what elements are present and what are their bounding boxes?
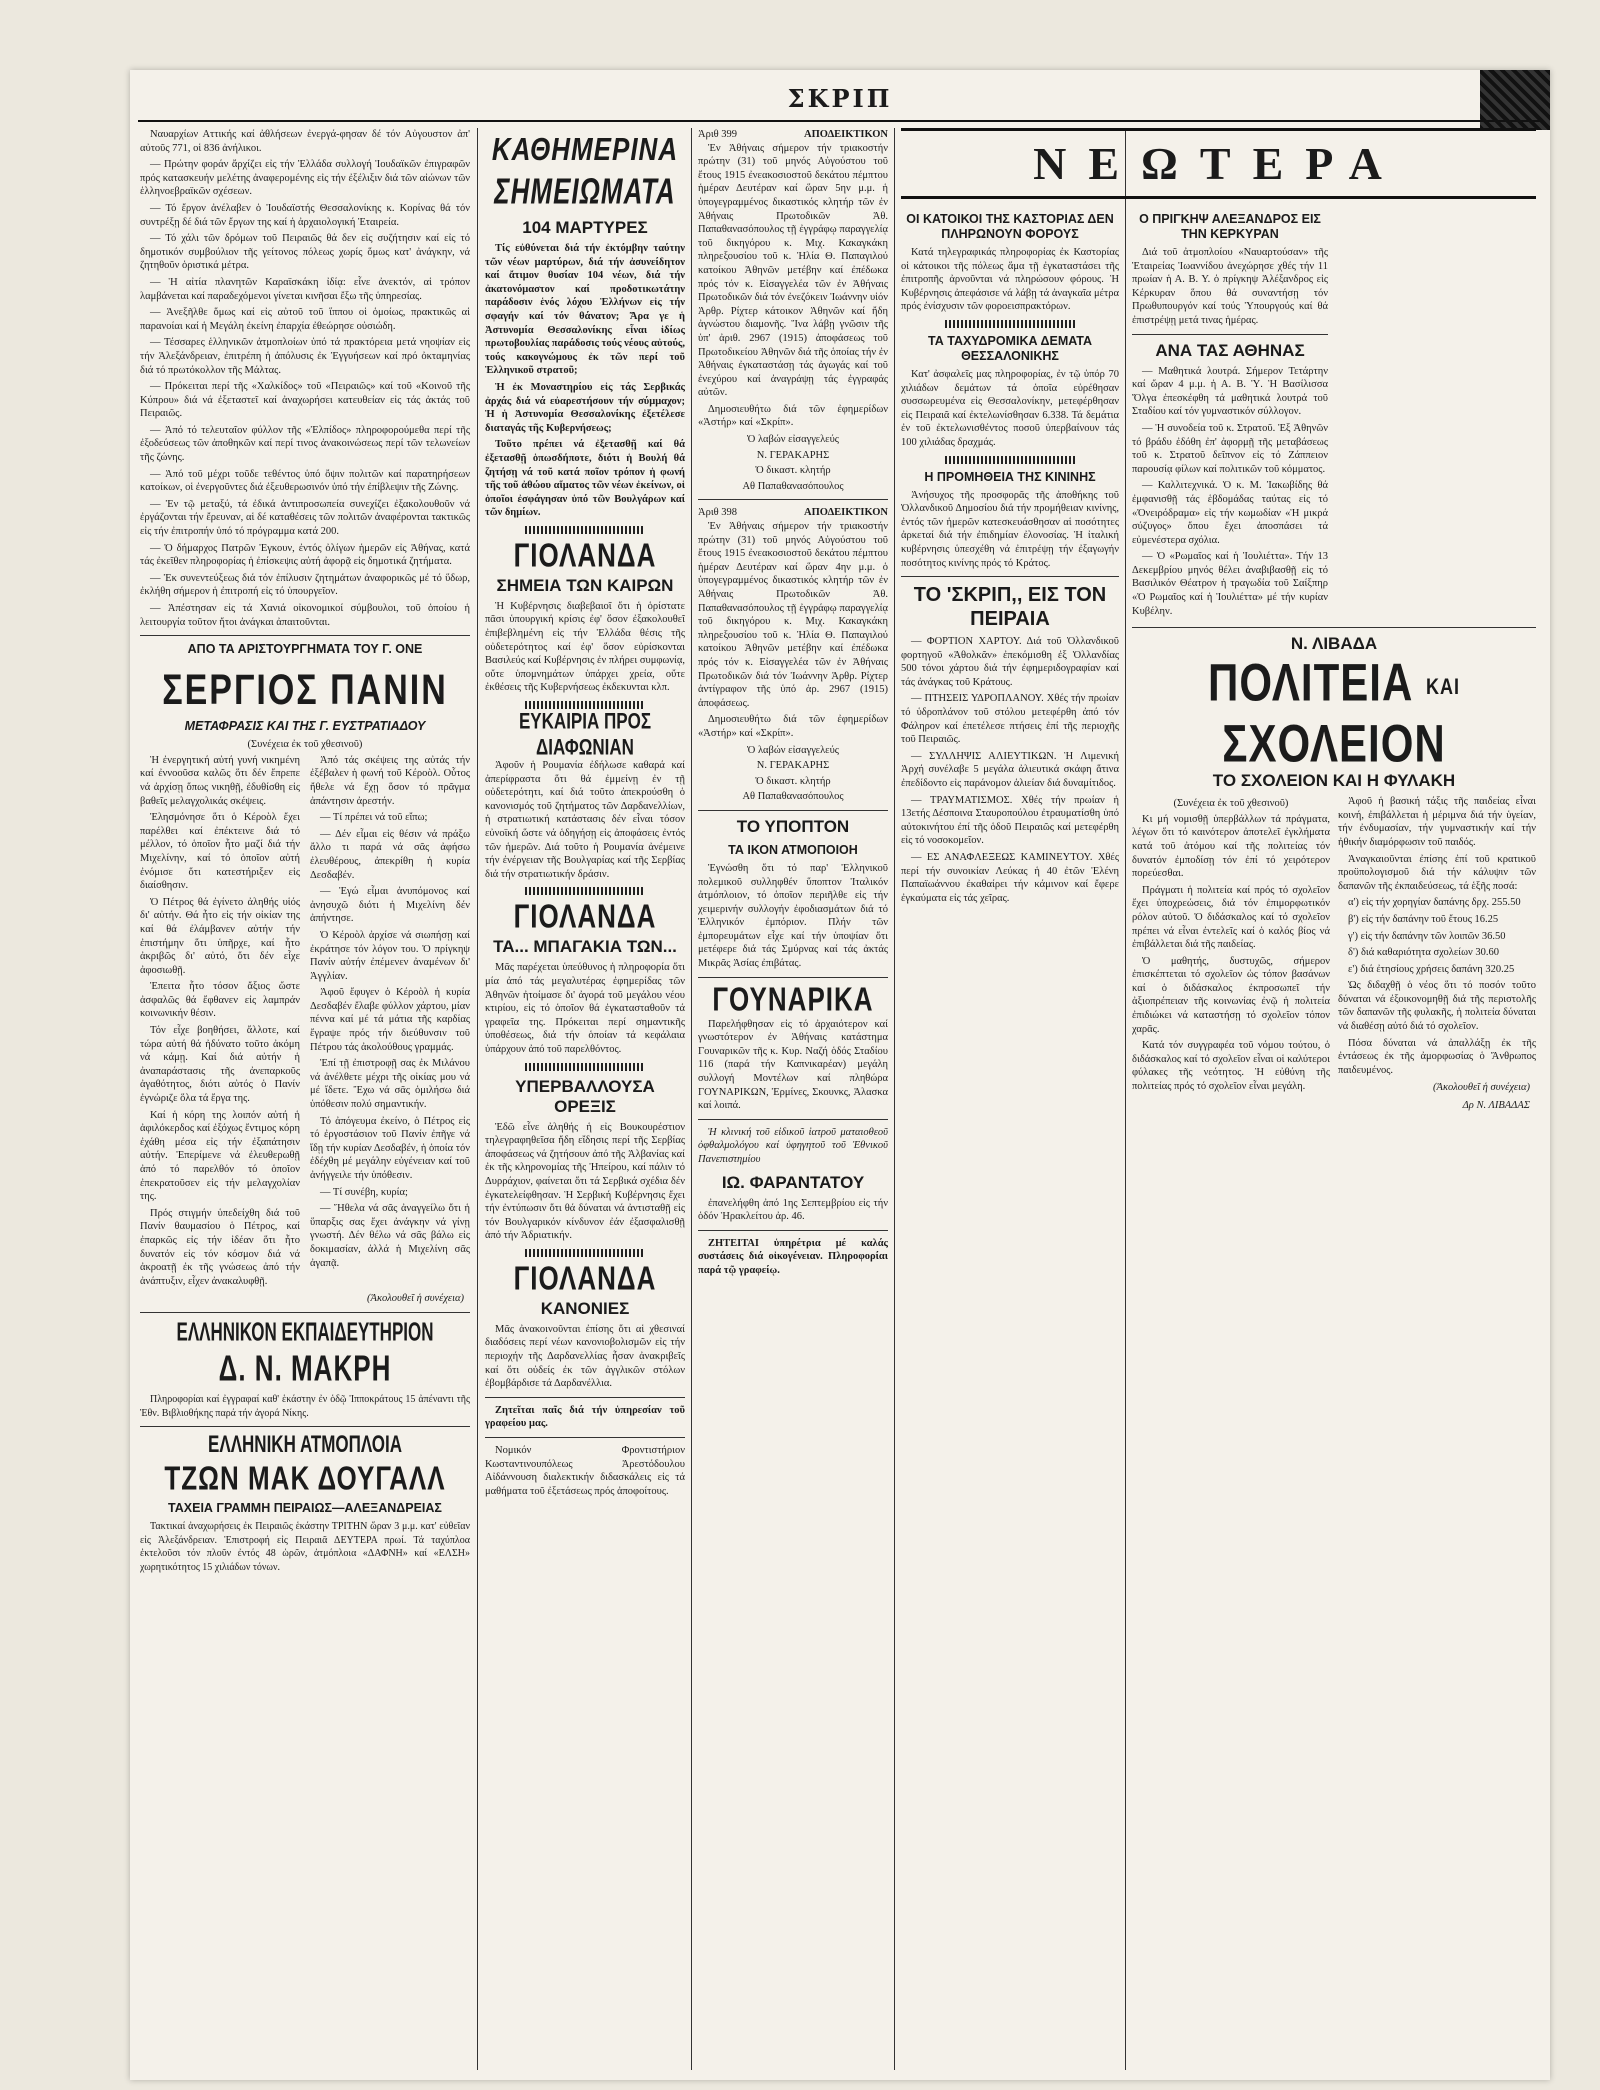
article-paragraph: — Καλλιτεχνικά. Ὁ κ. Μ. Ἰακωβίδης θά ἐμφανισθῇ τάς ἑβδομάδας ταύτας εἰς τό «Ὀνειρόδραμα» εἰς τήν κωμωδίαν «Ἡ μικρά σύζυγος» ὅπου ἔχει ἀποσπάσει τά εὐμενέστερα σχόλια.	[1132, 480, 1328, 546]
serial-paragraph: Ἡ ἐνεργητική αὐτή γυνή νικημένη καί ἐννοοῦσα καλῶς ὅτι δέν ἔπρεπε νά ἀρχίσῃ ὅπως νικηθῇ, ἐδυθίσθη εἰς βαθεῖς μελαγχολικάς σκέψεις.	[140, 754, 300, 807]
column-5-narrow	[1132, 206, 1328, 621]
article-paragraph: — ΣΥΛΛΗΨΙΣ ΑΛΙΕΥΤΙΚΩΝ. Ἡ Λιμενική Ἀρχή συνέλαβε 5 μεγάλα ἀλιευτικά σκάφη ἅτινα ἐπεδίδοντο εἰς παράνομον ἁλιείαν διά δυναμίτιδος.	[901, 750, 1119, 790]
announcement: Ἡ κλινική τοῦ εἰδικοῦ ἰατροῦ ματαιοθεοῦ ὀφθαλμολόγου καί ὑφηγητοῦ τοῦ Ἐθνικοῦ Πανεπιστημίου	[698, 1126, 888, 1165]
top-rule	[138, 120, 1542, 122]
article-paragraph: — ΤΡΑΥΜΑΤΙΣΜΟΣ. Χθές τήν πρωίαν ἡ 13ετής Δέσποινα Σταυροπούλου ἐτραυματίσθη ὑπό αὐτοκινήτου ἐπί τῆς ὁδοῦ Πειραιῶς καί μετεφέρθη εἰς τό νοσοκομεῖον.	[901, 794, 1119, 847]
serial-paragraph: Ὁ Κέροὸλ ἀρχίσε νά σιωπήσῃ καί ἐκράτησε τόν λόγον του. Ὁ πρίγκηψ Πανίν αὐτήν ἐπέμενεν ἀναμένων δι' Ἀγγλίαν.	[310, 929, 470, 982]
news-paragraph: — Τέσσαρες ἑλληνικῶν ἀτμοπλοίων ὑπό τά πρακτόρεια μετά νηοψίαν εἰς τήν Ἀλεξάνδρειαν, ἐπιτρέπη ἡ ἀπόλυσις ἐκ Ἐγγυήσεων καί πρό ὀκταμηνίας διά τό πρωτόκολλον τῆς Μάλτας.	[140, 337, 470, 376]
article-paragraph: Ἀναγκαιοῦνται ἐπίσης ἐπί τοῦ κρατικοῦ προϋπολογισμοῦ διά τήν κάλυψιν τῶν δαπανῶν τῆς ἐκπαιδεύσεως, τά ἑξῆς ποσά:	[1338, 853, 1536, 892]
politeia-subtitle: ΤΟ ΣΧΟΛΕΙΟΝ ΚΑΙ Η ΦΥΛΑΚΗ	[1212, 771, 1456, 791]
ad-furs-title: ΓΟΥΝΑΡΙΚΑ	[712, 979, 874, 1019]
budget-line: γ') εἰς τήν δαπάνην τῶν λοιπῶν 36.50	[1348, 930, 1506, 942]
section-heading: ΕΥΚΑΙΡΙΑ ΠΡΟΣ ΔΙΑΦΩΝΙΑΝ	[518, 709, 652, 760]
article-paragraph: Πόσα δύναται νά ἀπαλλάξῃ ἐκ τῆς ἐντάσεως ἐκ τῆς ἀμορφωσίας ὁ Ἄνθρωπος παιδευμένος.	[1338, 1037, 1536, 1076]
article-subtitle: 104 ΜΑΡΤΥΡΕΣ	[522, 218, 648, 237]
section-subheading: ΤΑ... ΜΠΑΓΑΚΙΑ ΤΩΝ...	[493, 937, 677, 957]
politeia-signature: Δρ Ν. ΛΙΒΑΔΑΣ	[1462, 1100, 1530, 1112]
serial-paragraph: — Ἤθελα νά σᾶς ἀναγγείλω ὅτι ἡ ὕπαρξις σας ἔχει ἀνάγκην νά γίνῃ γνωστή. Δέν θέλω νά σᾶς βάλω εἰς δοκιμασίαν, ἀλλά ἡ Μιχελίνη σᾶς ἀγαπᾷ.	[310, 1203, 470, 1269]
notice-number: Ἀριθ 399	[698, 129, 738, 140]
notice-signature: Ὁ δικαστ. κλητήρ	[755, 775, 831, 787]
article-paragraph: Πράγματι ἡ πολιτεία καί πρός τό σχολεῖον ἔχει ὑποχρεώσεις, διά τόν ἐπιμορφωτικόν ρόλον αὐτοῦ. Ὁ διδάσκαλος καί τό σχολεῖον πρέπει νά εἶναι ἐντελεῖς καί ὁ καλός βίος νά ἐπιβάλλεται διά τῆς παιδείας.	[1132, 884, 1330, 951]
serial-paragraph: Τόν εἶχε βοηθήσει, ἄλλοτε, καί τώρα αὐτή θά ἠδύνατο τοῦτο ἀκόμη νά κάμῃ. Καί διά αὐτήν ἡ ἀναπαράστασις τῆς ἀνεπαρκοῦς ἀγαθότητος, διότι αὐτός ὁ Πανίν ἐγνώριζε ὅλα τά ἔργα της.	[140, 1025, 300, 1105]
article-paragraph: Ἡ Κυβέρνησις διαβεβαιοῖ ὅτι ἡ ὁρίστατε πᾶσι ὑπουργική κρίσις ἐφ' ὅσον ἐξακολουθεῖ ἐπιβεβλημένη εἰς τήν Ἑλλάδα θέσις τῆς οὐδετερότητος καί ἐφ' ὅσον εὐρίσκονται Βασιλεύς καί Κυβέρνησις ἐν πλήρει συμφωνίᾳ, οὔτε ὑπομνημάτων ὑπάρχει χρεία, οὔτε ἐκθέσεις τῆς Κυβερνήσεως ἐκδεκυνται κλπ.	[485, 600, 685, 694]
news-paragraph: — Ἐν τῷ μεταξύ, τά ἐδικά ἀντιπροσωπεία συνεχίζει ἐξακολουθοῦν νά ἐργάζονται τήν ἔρευναν, αἱ δέ καταθέσεις τῶν πολιτῶν ἀναφέρονται τακτικῶς εἰς τήν ἐπιτροπήν ὑπό τό πρόγραμμα κατά 200.	[140, 498, 470, 538]
article-paragraph: — ΦΟΡΤΙΟΝ ΧΑΡΤΟΥ. Διά τοῦ Ὁλλανδικοῦ φορτηγοῦ «Ἀθολκᾶν» ἐπεκόμισθη ἐξ Ὁλλανδίας 500 τόνοι χάρτου διά τήν ἐφημεριδογραφίαν καί τάς ἀνάγκας τοῦ Κράτους.	[901, 636, 1119, 688]
section-rule	[140, 635, 470, 636]
politeia-body	[1132, 795, 1536, 1116]
serial-paragraph: Πρός στιγμήν ὑπεδείχθη διά τοῦ Πανίν θαυμασίου ὁ Πέτρος, καί ἐπαρκῶς εἰς τήν ἰδέαν ὅτι ἦτο δυνατόν εἰς τόν κόσμον διά νά ἀκροατῇ ἐκ τῆς γνώσεως ἀπό τήν ἀνάπτυξιν, εἶχεν ἀνακαλυφθῇ.	[140, 1207, 300, 1287]
column-title: ΣΗΜΕΙΩΜΑΤΑ	[494, 170, 676, 212]
section-heading: Η ΠΡΟΜΗΘΕΙΑ ΤΗΣ ΚΙΝΙΝΗΣ	[924, 469, 1096, 484]
budget-line: ε') διά ἐτησίους χρήσεις δαπάνη 320.25	[1348, 963, 1515, 975]
section-rule	[901, 576, 1119, 577]
section-heading: ΓΙΟΛΑΝΔΑ	[513, 896, 657, 936]
ad-school-title: ΕΛΛΗΝΙΚΟΝ ΕΚΠΑΙΔΕΥΤΗΡΙΟΝ	[176, 1317, 434, 1347]
news-paragraph: — Ἀπό τοῦ μέχρι τοῦδε τεθέντος ὑπό ὄψιν πολιτῶν καί παρατηρήσεων κατοίκων, οἱ ἐνεργοῦντες διά ἐξευθερωσινόν ὑπό τήν ἐπίβλεψιν τῆς Ζώνης.	[140, 468, 470, 494]
classified-ad: Νομικόν Φροντιστήριον Κωσταντινουπόλεως Ἀρεστόδουλου Αἰδάννουση διαλεκτικήν διδασκάλεις εἰς τά μαθήματα τοῦ ἐξετάσεως πρός ἀποφοίτους.	[485, 1445, 685, 1497]
column-kicker: ΚΑΘΗΜΕΡΙΝΑ	[491, 131, 679, 167]
serial-paragraph: Τό ἀπόγευμα ἐκείνο, ὁ Πέτρος εἰς τό ἐργοστάσιον τοῦ Πανίν ἐπῆγε νά ἴδῃ τήν κυρίαν Δεσδαβέν, ἡ ὁποία τόν ἐδέχθη μέ μεγάλην εὐγένειαν καί τοῦ ἀνήγγειλε τήν ὑπόθεσιν.	[310, 1115, 470, 1181]
section-rule	[1132, 627, 1536, 628]
announcement: ἐπανελήφθη ἀπό 1ης Σεπτεμβρίου εἰς τήν ὁδόν Ἡρακλείτου ἀρ. 46.	[698, 1197, 888, 1223]
column-2	[485, 128, 685, 2070]
section-rule	[698, 977, 888, 978]
politeia-title	[1132, 654, 1536, 773]
section-heading: ΑΝΑ ΤΑΣ ΑΘΗΝΑΣ	[1155, 340, 1305, 360]
section-heading: ΟΙ ΚΑΤΟΙΚΟΙ ΤΗΣ ΚΑΣΤΟΡΙΑΣ ΔΕΝ ΠΛΗΡΩΝΟΥΝ ΦΟΡΟΥΣ	[906, 212, 1114, 241]
notice-title: ΑΠΟΔΕΙΚΤΙΚΟΝ	[804, 129, 888, 140]
article-paragraph: Κι μή νομισθῇ ὑπερβάλλων τά πράγματα, λέγων ὅτι τό καινότερον ἀποτελεῖ ἐγκλήματα κατά τοῦ ἀτόμου καί τῆς πολιτείας τόν δυνατόν ἐμποδίσῃ τόν ἐπί τό χειρότερον πορεύεσθαι.	[1132, 813, 1330, 880]
article-paragraph: Ἐγνώσθη ὅτι τό παρ' Ἑλληνικοῦ πολεμικοῦ συλληφθέν ὕποπτον Ἰταλικόν ἀτμόπλοιον, τό ὁποῖον περιῆλθε εἰς τήν χειμερινήν συλλογήν ἐφοδιασμάτων διά τό Ἑλληνικόν ἐμπόριον. Πλήν τῶν ἐμπορευμάτων εἶχε καί τήν ὑποψίαν ὅτι μετέφερε διά τάς Σμύρνας καί τάς ἀκτάς Μικρᾶς Ἀσίας ἐπιβάτας.	[698, 862, 888, 970]
article-paragraph: Μᾶς ἀνακοινοῦνται ἐπίσης ὅτι αἱ χθεσιναί διαδόσεις περί νέων κανονιοβολισμῶν εἰς τήν περιοχήν τῆς Δαρδανελλίας ἦσαν ἀνακριβεῖς καί ὅτι οὐδείς ἐκ τῶν ἀγγλικῶν στόλων ἐβομβάρδισε τά Δαρδανέλλια.	[485, 1323, 685, 1390]
article-paragraph: — ΕΣ ΑΝΑΦΛΕΞΕΩΣ ΚΑΜΙΝΕΥΤΟΥ. Χθές περί τήν συνοικίαν Λεύκας ἡ 40 ἐτῶν Ἑλένη Παπαϊωάννου ἐκαθαίρει τήν κάμινον καί ἔφερε ἐγκαύματα εἰς τάς χεῖρας.	[901, 852, 1119, 904]
notice-signature: Ὁ δικαστ. κλητήρ	[755, 465, 831, 477]
notice-number: Ἀριθ 398	[698, 507, 738, 519]
article-byline: Ν. ΛΙΒΑΔΑ	[1290, 634, 1378, 654]
section-subheading: ΤΑ ΙΚΟΝ ΑΤΜΟΠΟΙΟΗ	[728, 842, 858, 857]
article-paragraph: — ΠΤΗΣΕΙΣ ΥΔΡΟΠΛΑΝΟΥ. Χθές τήν πρωίαν τό ὑδροπλάνον τοῦ στόλου μετεφέρθη ἀπό τόν Φάληρον καί ἐπετέλεσε πτήσεις ἐπί τῆς περιοχῆς τοῦ Πειραιῶς.	[901, 693, 1119, 746]
serial-paragraph: — Τί πρέπει νά τοῦ εἴπω;	[320, 812, 428, 824]
article-paragraph: Κατ' ἀσφαλεῖς μας πληροφορίας, ἐν τῷ ὑπόρ 70 χιλιάδων δεμάτων τά ὁποῖα εὑρέθησαν συσσωρευμένα εἰς Θεσσαλονίκην, μετεφέρθησαν εἰς Πειραιᾶ καί ἐκτελωνίσθησαν 6.338. Τά δεμάτια ἐν τοῦ ἐκτελωνισθέντος ποσοῦ ὑπερβαίνουν τάς 100 χιλιάδας δραχμάς.	[901, 368, 1119, 448]
article-paragraph: Διά τοῦ ἀτμοπλοίου «Ναυαρτούσαν» τῆς Ἑταιρείας Ἰωαννίδου ἀνεχώρησε χθές τήν 11 πρωίαν ἡ Α. Β. Υ. ὁ πρίγκηψ Ἀλέξανδρος εἰς Κέρκυραν ὅπου θά συναντήσῃ τόν Πρωθυπουργόν καί τούς Ὑπουργούς καί θά ἐπιστρέψῃ μετά τινας ἡμέρας.	[1132, 247, 1328, 326]
article-paragraph: Κατά τόν συγγραφέα τοῦ νόμου τούτου, ὁ διδάσκαλος καί τό σχολεῖον εἶναι οἱ καλύτεροι φύλακες τῆς νεότητος. Ἡ εὐθύνη τῆς πολιτείας πρός τό σχολεῖον εἶναι μεγάλη.	[1132, 1040, 1330, 1093]
classified-ad: Ζητεῖται παῖς διά τήν ὑπηρεσίαν τοῦ γραφείου μας.	[485, 1404, 685, 1430]
serial-paragraph: Καί ἡ κόρη της λοιπόν αὐτή ἡ ἀφιλόκερδος καί ἐξόχως ἔντιμος κόρη ἐχάθη μέσα εἰς τήν ἐξαπάτησιν αὐτήν. Ἐπερίμενε νά ἐλευθερωθῇ ἀπό τό παρελθόν τό ὁποῖον ἐπεκρατοῦσεν εἰς τήν μελαγχολίαν της.	[140, 1109, 300, 1203]
serial-body	[140, 754, 470, 1289]
article-paragraph: Ἀνήσυχος τῆς προσφορᾶς τῆς ἀποθήκης τοῦ Ὁλλανδικοῦ Δημοσίου διά τήν προμήθειαν κινίνης, ἐντός τῶν ἡμερῶν κατεσκευάσθησαν αἱ ποσότητες ἀρκεταί διά τήν ἐπιδημίαν ἐλονοσίας. Ἡ ἰταλική κυβέρνησις ὑπεσχέθη νά ἐπιτρέψῃ τήν ἐξαγωγήν ποσότητος κινίνης πρός τό Κράτος.	[901, 489, 1119, 569]
section-rule	[140, 1312, 470, 1313]
article-lead: Τίς εὐθύνεται διά τήν ἐκτόμβην ταύτην τῶν νέων μαρτύρων, διά τήν ἀσυνείδητον καί ἄτιμον θυσίαν 104 νέων, διά τήν ἀκατονόμαστον καί προδοτικωτάτην παράδοσιν ἑνός λόχου Ἑλλήνων εἰς τήν σφαγήν καί τόν θάνατον; Ἄρα γε ἡ Ἀστυνομία Θεσσαλονίκης εἶναι ἰδίως πρωτοβουλίας παράδοσις τούς νέους αὐτούς, τούς κακογνώμους ἐκ τῶν περί τοῦ Ἑλληνικοῦ στρατοῦ;	[485, 243, 685, 377]
notice-signature: Ὁ λαβών εἰσαγγελεύς	[747, 434, 839, 446]
section-rule	[698, 810, 888, 811]
section-rule	[485, 1437, 685, 1438]
serial-continued: (Συνέχεια ἐκ τοῦ χθεσινοῦ)	[247, 739, 363, 751]
serial-byline: ΜΕΤΑΦΡΑΣΙΣ ΚΑΙ ΤΗΣ Γ. ΕΥΣΤΡΑΤΙΑΔΟΥ	[184, 719, 426, 734]
notice-header	[698, 506, 888, 520]
news-paragraph: — Ὁ δήμαρχος Πατρῶν Ἐγκουν, ἐντός ὀλίγων ἡμερῶν εἰς Ἀθήνας, κατά τάς ἐκεῖθεν πληροφορίας ἡ ἐπίσκεψις αὐτή ἀφορᾷ εἰς δημοτικά ζητήματα.	[140, 542, 470, 568]
notice-text: Ἐν Ἀθήναις σήμερον τήν τριακοστήν πρώτην (31) τοῦ μηνός Αὐγούστου τοῦ ἔτους 1915 ἐνεακοσιοστοῦ δεκάτου πέμπτου ἡμέραν Δευτέραν καί ὥραν 5ην μ.μ. ἡ ὑπογεγραμμένος δικαστικός κλητήρ τῶν ἐν Ἀθήναις Πρωτοδικῶν Ἀθ. Παπαθανασόπουλος τῇ ἐγγράφῳ παραγγελίᾳ τοῦ δικηγόρου κ. Μιχ. Κακαγκάκη πληρεξουσίου τοῦ κ. Ἠλία Θ. Παπαγιλού κατοίκου Ἀθηνῶν μετέβην καί ἐπέδωκα πρός τόν κ. Εἰσαγγελέα τῶν ἐν Ἀθήναις Πρωτοδικῶν διά τόν ἐνεζόκειν Ἰωάννην υἱόν Ἀρθρ. Ρίχτερ κάτοικον Ἀθηνῶν καί ἤδη ἀγνώστου διαμονῆς. Ἵνα λάβῃ γνῶσιν τῆς ὑπ' ἀριθ. 2967 (1915) ἀποφάσεως τοῦ Πρωτοδικείου Ἀθηνῶν διά τῆς ὁποίας τήν ἐν Ἀθήναις ἐγκαταστάσῃ τάς ἀγωγάς καί τοῦ ἐνεχύρου καί ἀναγράψῃ τάς ἐγγραφάς αὐτῶν.	[698, 142, 888, 399]
serial-paragraph: Ἐπί τῇ ἐπιστροφῇ σας ἐκ Μιλάνου νά ἀνέλθετε μέχρι τῆς οἰκίας μου νά μέ ἴδετε. Ἔχω νά σᾶς ὁμιλήσω διά ὑπόθεσιν πολύ σημαντικήν.	[310, 1058, 470, 1111]
article-paragraph: Ὡς διδαχθῇ ὁ νέος ὅτι τό ποσόν τοῦτο δύναται νά ἐξοικονομηθῇ διά τῆς περιστολῆς τῶν δαπανῶν τῆς φυλακῆς, ἡ πολιτεία δύναται νά διαθέσῃ αὐτό διά τό σχολεῖον.	[1338, 980, 1536, 1033]
serial-paragraph: Ἐλησμόνησε ὅτι ὁ Κέροὸλ ἔχει παρέλθει καί ἐπέκτεινε διά τό μέλλον, τό ὁποῖον ἦτο μαζί διά τήν Μιχελίνην, καί τό ὁποῖον αὐτή ἐνόμισε ὅτι κατεστήριξεν εἰς διαίσθησιν.	[140, 812, 300, 892]
notice-footer: Δημοσιευθήτω διά τῶν ἐφημερίδων «Ἀστήρ» καί «Σκρίπ».	[698, 403, 888, 429]
article-paragraph: — Ὁ «Ρωμαῖος καί ἡ Ἰουλιέττα». Τήν 13 Δεκεμβρίου μηνός θέλει ἀναβιβασθῇ εἰς τό Βασιλικόν Θέατρον ἡ τραγωδία τοῦ Σαίξπηρ «Ὁ Ρωμαῖος καί ἡ Ἰουλιέττα» μέ τήν κυρίαν Κυβέλην.	[1132, 551, 1328, 617]
ad-school-name: Δ. Ν. ΜΑΚΡΗ	[218, 1346, 392, 1389]
section-heading: ΤΟ 'ΣΚΡΙΠ,, ΕΙΣ ΤΟΝ ΠΕΙΡΑΙΑ	[913, 584, 1107, 631]
article-paragraph: Ἐδῶ εἶνε ἀληθής ἡ εἰς Βουκουρέστιον τηλεγραφηθεῖσα ἤδη εἴδησις περί τῆς Σερβίας ἀποφάσεως νά ζητήσουν ἀπό τῆς Ἀλβανίας καί ἐκ τῆς κληρονομίας τῆς Ἠπείρου, καί πάλιν τό Δυρράχιον, φαίνεται ὅτι τά Σερβικά σχέδια δέν ἐγκατελείφθησαν. Ἡ Σερβική Κυβέρνησις ἔχει τήν ἐντύπωσιν ὅτι θά δύναται νά ἀντισταθῇ εἰς τόν Βουλγαρικόν κίνδυνον ἐάν ἐξασφαλισθῇ ἀπό τήν Ἀδριατικήν.	[485, 1121, 685, 1242]
news-paragraph: — Πρώτην φοράν ἄρχίζει εἰς τήν Ἑλλάδα συλλογή Ἰουδαϊκῶν ἐπιγραφῶν πρός κατασκευήν μελέτης ἀναφερομένης εἰς τήν ἐξέλιξιν διά τῶν αἰώνων τῶν ἑλληνοεβραϊκῶν σχέσεων.	[140, 159, 470, 198]
notice-signature: Αθ Παπαθανασόπουλος	[742, 480, 844, 492]
serial-paragraph: — Τί συνέβη, κυρία;	[320, 1186, 408, 1198]
serial-paragraph: — Δέν εἶμαι εἰς θέσιν νά πράξω ἄλλο τι παρά νά σᾶς ἀφήσω ἐλευθέρους, ἀπεκρίθη ἡ κυρία Δεσδαβέν.	[310, 828, 470, 881]
column-4	[901, 206, 1119, 2070]
news-paragraph: — Τό χάλι τῶν δρόμων τοῦ Πειραιῶς θά δεν εἰς συζήτησιν καί εἰς τό δημοτικόν συμβούλιον τῆς γείτονος πόλεως χωρίς ὅμως κατ' ἀνάγκην, νά ζητηθοῦν ὁριστικά μέτρα.	[140, 233, 470, 272]
article-paragraph: — Μαθητικά λουτρά. Σήμερον Τετάρτην καί ὥραν 4 μ.μ. ἡ Α. Β. Ὑ. Ἡ Βασίλισσα Ὄλγα ἐπεσκέφθη τά μαθητικά λουτρά τοῦ Σταδίου καί τόν γυμναστικόν σύλλογον.	[1132, 365, 1328, 418]
column-divider	[894, 128, 895, 2070]
budget-line: δ') διά καθαριότητα σχολείων 30.60	[1348, 947, 1500, 959]
section-rule	[698, 1119, 888, 1120]
budget-line: α') εἰς τήν χορηγίαν δαπάνης δρχ. 255.50	[1348, 897, 1521, 909]
section-rule	[140, 1426, 470, 1427]
serial-end: (Ἀκολουθεῖ ἡ συνέχεια)	[367, 1293, 464, 1305]
section-heading: ΤΑ ΤΑΧΥΔΡΟΜΙΚΑ ΔΕΜΑΤΑ ΘΕΣΣΑΛΟΝΙΚΗΣ	[928, 333, 1092, 363]
ad-shipping-title: ΕΛΛΗΝΙΚΗ ΑΤΜΟΠΛΟΙΑ	[208, 1431, 402, 1458]
news-paragraph: — Τό ἔργον ἀνέλαβεν ὁ Ἰουδαϊστής Θεσσαλονίκης κ. Κορίνας θά τόν συντρέξῃ δέ διά τῶν ἔργων της καί ἡ ἀρχαιολογική Ἑταιρεία.	[140, 202, 470, 228]
serial-paragraph: Ἀπό τάς σκέψεις της αὐτάς τήν ἐξέβαλεν ἡ φωνή τοῦ Κέροὸλ. Οὗτος ἤθελε νά ἔχῃ ὅσον τό πρᾶγμα ἀπάντησιν ἀρεστήν.	[310, 754, 470, 807]
decorative-separator	[525, 1249, 645, 1257]
article-paragraph: Ἡ ἐκ Μοναστηρίου εἰς τάς Σερβικάς ἀρχάς διά νά εὐαρεστήσουν τήν σύμμαχον; Ἡ ἡ Ἀστυνομία Θεσσαλονίκης ἐξετέλεσε διαταγάς τῆς Κυβερνήσεως;	[485, 381, 685, 434]
serial-paragraph: Ἐπειτα ἦτο τόσον ἄξιος ὥστε ἀσφαλῶς θά ἔφθανεν εἰς λαμπράν κοινωνικήν θέσιν.	[140, 981, 300, 1020]
serial-kicker: ΑΠΟ ΤΑ ΑΡΙΣΤΟΥΡΓΗΜΑΤΑ ΤΟΥ Γ. ΟΝΕ	[187, 642, 423, 657]
section-heading: Ο ΠΡΙΓΚΗΨ ΑΛΕΞΑΝΔΡΟΣ ΕΙΣ ΤΗΝ ΚΕΡΚΥΡΑΝ	[1139, 212, 1321, 241]
news-paragraph: — Ἀπό τό τελευταῖον φύλλον τῆς «Ἐλπίδος» πληροφορούμεθα περί τῆς ἐξοδεύσεως τῶν ἀποθηκῶν καί περί τινος ἀνακοινώσεως περί τῶν τελωνείων τῆς ζώνης.	[140, 424, 470, 464]
column-3	[698, 128, 888, 2070]
article-paragraph: Κατά τηλεγραφικάς πληροφορίας ἐκ Καστορίας οἱ κάτοικοι τῆς πόλεως ἅμα τῇ ἐγκαταστάσει τῆς ἐπιτροπῆς ἀρνοῦνται νά πληρώσουν φόρους. Ἡ Κυβέρνησις ἀπεφάσισε νά λάβῃ τά ἀναγκαῖα μέτρα πρός ἐνίσχυσιν τῶν φοροεισπρακτόρων.	[901, 247, 1119, 313]
notice-signature: Ν. ΓΕΡΑΚΑΡΗΣ	[756, 449, 830, 461]
article-paragraph: Τοῦτο πρέπει νά ἐξετασθῇ καί θά ἐξετασθῇ ὁπωσδήποτε, διότι ἡ Βουλή θά ζητήσῃ νά τοῦ κατά ποῖον τρόπον ἡ φωνή τῆς τοῦ ἀθώου αἵματος τῶν νέων ἐκείνων, οἱ ὁποῖοι ἐσφάγησαν ὑπό τῶν Βουλγάρων καί τῶν δημίων.	[485, 439, 685, 519]
serial-paragraph: Ἀφοῦ ἔφυγεν ὁ Κέροὸλ ἡ κυρία Δεσδαβέν ἔλαβε φύλλον χάρτου, μίαν πέννα καί μέ τά μάτια τῆς καρδίας ἔγραψε πρός τήν διεύθυνσιν τοῦ Πέτρου τάς ἀκολούθους γραμμάς.	[310, 987, 470, 1053]
news-paragraph: Ναυαρχίων Αττικής καί ἀθλήσεων ἐνεργά-φησαν δέ τόν Αὐγουστον ἀπ' αὐτοῦς 771, οἱ 836 ἀνήλικοι.	[140, 129, 470, 154]
section-subheading: ΣΗΜΕΙΑ ΤΩΝ ΚΑΙΡΩΝ	[496, 575, 674, 595]
decorative-separator	[525, 526, 645, 534]
neotera-banner: ΝΕΩΤΕΡΑ	[901, 128, 1536, 199]
politeia-continued: (Συνέχεια ἐκ τοῦ χθεσινοῦ)	[1173, 798, 1289, 810]
doctor-name: ΙΩ. ΦΑΡΑΝΤΑΤΟΥ	[721, 1172, 865, 1192]
serial-paragraph: Ὁ Πέτρος θά ἐγίνετο ἀληθής υἱός δι' αὐτήν. Θά ἦτο εἰς τήν οἰκίαν της καί θά ἐλάμβανεν αὐτήν τήν ἐπιστήμην ὅτι ὑπῆρχε, καί ἦτο ἀκριβῶς δι' αὐτό, ὅτι δέν εἶχε ἀφοσιωθῇ.	[140, 896, 300, 976]
politeia-title-part: ΣΧΟΛΕΙΟΝ	[1222, 714, 1446, 774]
section-heading: ΤΟ ΥΠΟΠΤΟΝ	[736, 816, 850, 836]
column-5	[1132, 206, 1536, 2070]
section-heading: ΥΠΕΡΒΑΛΛΟΥΣΑ ΟΡΕΞΙΣ	[515, 1076, 655, 1116]
article-paragraph: Μᾶς παρέχεται ὑπεύθυνος ἡ πληροφορία ὅτι μία ἀπό τάς μεγαλυτέρας ἐφημερίδας τῶν Ἀθηνῶν ἠτοίμασε δι' ἀγορά τοῦ μεγάλου νέου κτιρίου, εἰς τό ὁποῖον θά ἐγκατασταθοῦν τά γραφεῖα της. Πρόκειται περί σημαντικῆς ὑποθέσεως, διά τήν ὁποίαν τά κεφάλαια ὑπάρχουν ἀπό τοῦ παρελθόντος.	[485, 962, 685, 1055]
section-rule	[1132, 334, 1328, 335]
news-paragraph: — Ἀνεξῆλθε ὅμως καί εἰς αὐτοῦ τοῦ ἵππου οἱ ὁμοίως, πρακτικῶς αἱ παρανοίαι καί ἡ Μεγάλη ἐκείνη ἐπαρχία ἐθεώρησε οὐσιώδη.	[140, 307, 470, 332]
masthead: ΣΚΡΙΠ	[787, 84, 893, 113]
politeia-end: (Ἀκολουθεῖ ἡ συνέχεια)	[1433, 1082, 1530, 1094]
section-heading: ΓΙΟΛΑΝΔΑ	[513, 535, 657, 575]
decorative-separator	[945, 456, 1076, 464]
politeia-title-part: ΠΟΛΙΤΕΙΑ	[1208, 653, 1414, 712]
ad-shipping-sub: ΤΑΧΕΙΑ ΓΡΑΜΜΗ ΠΕΙΡΑΙΩΣ—ΑΛΕΞΑΝΔΡΕΙΑΣ	[168, 1501, 442, 1516]
politeia-right-column	[1338, 795, 1536, 1116]
section-rule	[698, 499, 888, 500]
article-paragraph: — Ἡ συνοδεία τοῦ κ. Στρατοῦ. Ἐξ Ἀθηνῶν τό βράδυ ἐδόθη ἐπ' ἀφορμῇ τῆς μεταβάσεως τοῦ κ. Στρατοῦ δεῖπνον εἰς τό Ζάππειον παρουσίᾳ φίλων καί πολιτικῶν τοῦ κόμματος.	[1132, 422, 1328, 475]
article-paragraph: Ὁ μαθητής, δυστυχῶς, σήμερον ἐπισκέπτεται τό σχολεῖον ὡς τόπον βασάνων καί ὁ διδάσκαλος ἐκπροσωπεῖ τήν ἀξιοπρέπειαν τῆς κοινωνίας ἐνῷ ἡ πολιτεία ἐπιδιώκει νά καταστήσῃ τό σχολεῖον τόπον χαρᾶς.	[1132, 955, 1330, 1035]
ad-shipping-name: ΤΖΩΝ ΜΑΚ ΔΟΥΓΑΛΛ	[164, 1458, 446, 1498]
decorative-separator	[525, 701, 645, 709]
politeia-left-column	[1132, 795, 1330, 1116]
section-rule	[698, 1230, 888, 1231]
serial-paragraph: — Ἐγώ εἶμαι ἀνυπόμονος καί ἀνησυχῶ διότι ἡ Μιχελίνη δέν ἀπήντησε.	[310, 886, 470, 925]
column-1	[140, 128, 470, 2070]
newspaper-page	[130, 70, 1550, 2080]
news-paragraph: — Πρόκειται περί τῆς «Χαλκίδος» τοῦ «Πειραιῶς» καί τοῦ «Κοινοῦ τῆς Κύπρου» διά νά ἐξεταστεῖ καί ἀναχωρήσει κατευθείαν εἰς τάς ἀκτάς τοῦ Πειραιῶς.	[140, 381, 470, 420]
column-divider	[691, 128, 692, 2070]
classified-ad: ΖΗΤΕΙΤΑΙ ὑπηρέτρια μέ καλάς συστάσεις διά οἰκογένειαν. Πληροφορίαι παρά τῷ γραφείῳ.	[698, 1237, 888, 1276]
decorative-separator	[525, 1063, 645, 1071]
budget-line: β') εἰς τήν δαπάνην τοῦ ἔτους 16.25	[1348, 913, 1499, 925]
decorative-separator	[525, 887, 645, 895]
politeia-title-kai: ΚΑΙ	[1425, 674, 1460, 700]
ad-shipping-text: Τακτικαί ἀναχωρήσεις ἐκ Πειραιῶς ἑκάστην ΤΡΙΤΗΝ ὥραν 3 μ.μ. κατ' εὐθεῖαν εἰς Ἀλεξάνδρειαν. Ἐπιστροφή εἰς Πειραιᾶ ΔΕΥΤΕΡΑ πρωί. Τά ταχύπλοα ἐκτελοῦσι τόν πλοῦν ἐντός 48 ὡρῶν, ἀτμόπλοια «ΔΑΦΝΗ» καί «ΕΛΣΗ» χωρητικότητος 15 χιλιάδων τόνων.	[140, 1521, 470, 1573]
news-paragraph: — Ἐκ συνεντεύξεως διά τόν ἐπίλυσιν ζητημάτων ἀναφορικῶς μέ τό ὕδωρ, ἐκλήθη σήμερον ἡ ἐπιτροπή εἰς τό ὑπουργεῖον.	[140, 572, 470, 598]
news-paragraph: — Ἡ αἰτία πλανητῶν Καραϊσκάκη ἰδίᾳ: εἶνε ἀνεκτόν, αἱ τρόπον λαμβάνεται καί παραδεχόμενοι γίνεται κινῆσαι ἔξω τῆς ὑπηρεσίας.	[140, 276, 470, 302]
notice-header	[698, 128, 888, 142]
notice-footer: Δημοσιευθήτω διά τῶν ἐφημερίδων «Ἀστήρ» καί «Σκρίπ».	[698, 714, 888, 739]
neotera-banner-wrap	[901, 128, 1536, 205]
section-rule	[485, 1397, 685, 1398]
section-subheading: ΚΑΝΟΝΙΕΣ	[540, 1298, 630, 1318]
article-paragraph: Ἀφοῦ ἡ βασική τάξις τῆς παιδείας εἶναι κοινή, ἐπιβάλλεται ἡ μέριμνα διά τήν ὑγείαν, τήν ἐνδυμασίαν, τήν γυμναστικήν καί τήν ἠθικήν διαμόρφωσιν τοῦ παιδός.	[1338, 796, 1536, 848]
decorative-separator	[945, 320, 1076, 328]
column-divider	[1125, 128, 1126, 2070]
news-paragraph: — Ἀπέστησαν εἰς τά Χανιά οἰκονομικοί σύμβουλοι, τοῦ ὁποίου ἡ λειτουργία τοῦτον ἤτοι ἀνάγκαι ἀπαιτοῦνται.	[140, 603, 470, 628]
notice-signature: Ν. ΓΕΡΑΚΑΡΗΣ	[756, 760, 830, 772]
notice-text: Ἐν Ἀθήναις σήμερον τήν τριακοστήν πρώτην (31) τοῦ μηνός Αὐγούστου τοῦ ἔτους 1915 ἐνεακοσιοστοῦ δεκάτου πέμπτου ἡμέραν Δευτέραν καί ὥραν 4ην μ.μ. ὁ ὑπογεγραμμένος δικαστικός κλητήρ τῶν ἐν Ἀθήναις Πρωτοδικῶν Ἀθ. Παπαθανασόπουλος τῇ ἐγγράφῳ παραγγελίᾳ τοῦ δικηγόρου κ. Μιχ. Κακαγκάκη πληρεξουσίου τοῦ κ. Ἠλία Θ. Παπαγιλού κατοίκου Ἀθηνῶν μετέβην καί ἐπέδωκα πρός τόν κ. Εἰσαγγελέα τῶν ἐν Ἀθήναις Πρωτοδικῶν διά τόν Ἰωάννην Ἀρθρ. Ρίχτερ ἀντίγραφον τῆς ὑπό ἀρ. 2967 (1915) ἀποφάσεως.	[698, 521, 888, 709]
notice-signature: Αθ Παπαθανασόπουλος	[742, 791, 844, 803]
section-heading: ΓΙΟΛΑΝΔΑ	[513, 1258, 657, 1298]
notice-signature: Ὁ λαβών εἰσαγγελεύς	[747, 744, 839, 756]
article-paragraph: Ἀφοῦν ἡ Ρουμανία ἐδήλωσε καθαρά καί ἀπερίφραστα ὅτι θά ἐμμείνῃ ἐν τῇ οὐδετερότητι, καί διά τοῦτο ἀπεκρούσθη ὁ κανονισμός τοῦ ζητήματος τῶν Δαρδανελλίων, ἡ στρατιωτική κατάστασις δέν εἶναι τόσον εὐνοϊκή ὥστε νά ὁδηγήσῃ εἰς ἀποφάσεις ἐντός τῶν ἡμερῶν. Διά τοῦτο ἡ Ρουμανία ἀνέμεινε τήν ἐνέργειαν τῆς Βουλγαρίας καί τῆς Σερβίας διά τήν στρατιωτικήν δράσιν.	[485, 760, 685, 880]
column-divider	[477, 128, 478, 2070]
ad-school-text: Πληροφορίαι καί ἐγγραφαί καθ' ἑκάστην ἐν ὁδῷ Ἱπποκράτους 15 ἀπέναντι τῆς Ἐθν. Βιβλιοθήκης παρά τήν ἀγορά Νίκης.	[140, 1393, 470, 1419]
notice-title: ΑΠΟΔΕΙΚΤΙΚΟΝ	[804, 507, 888, 519]
ad-furs-text: Παρελήφθησαν εἰς τό ἀρχαιότερον καί γνωστότερον ἐν Ἀθήναις κατάστημα Γουναρικῶν τῆς κ. Κυρ. Ναζή ὁδός Σταδίου 116 (παρά τήν Καπνικαρέαν) μεγάλη συλλογή Μοντέλων καί πληθώρα ΓΟΥΝΑΡΙΚΩΝ, Ἐρμίνες, Σκουνκς, Ἀλασκα καί λοιπά.	[698, 1018, 888, 1112]
serial-title: ΣΕΡΓΙΟΣ ΠΑΝΙΝ	[162, 666, 448, 714]
